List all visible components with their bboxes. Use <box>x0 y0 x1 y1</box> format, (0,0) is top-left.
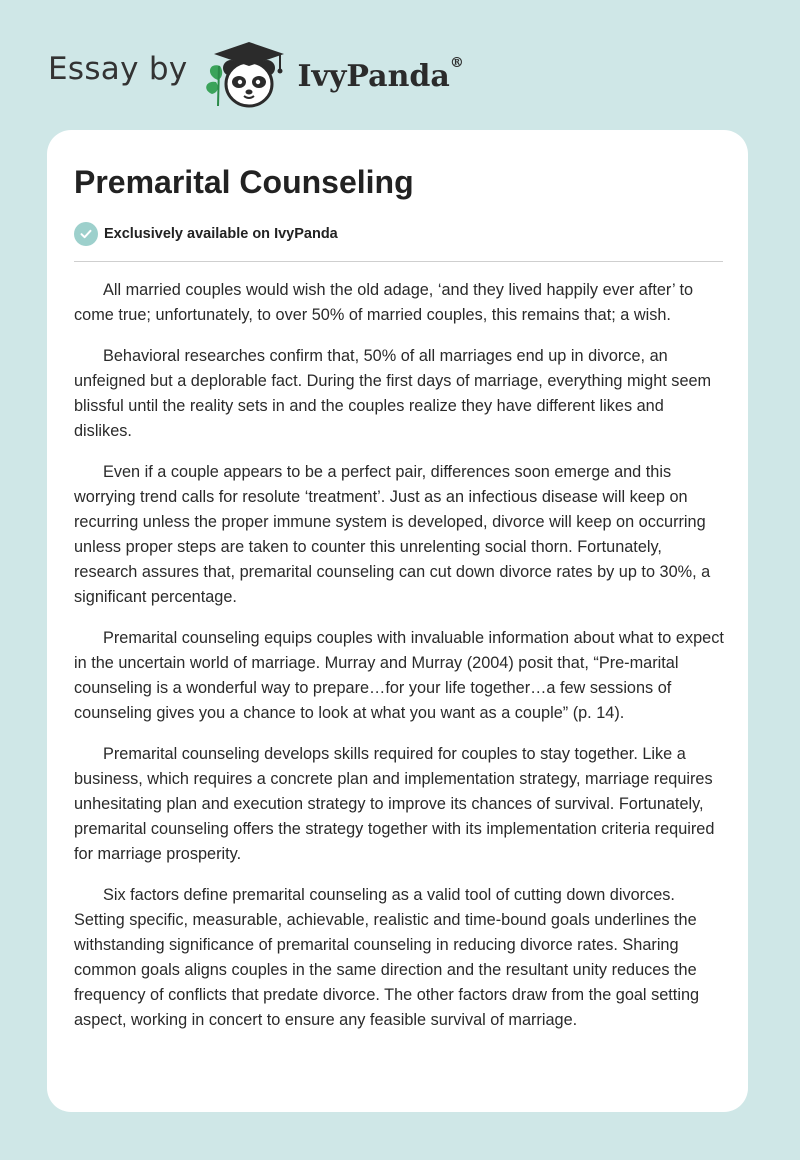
site-header <box>48 34 464 114</box>
paragraph: All married couples would wish the old adage, ‘and they lived happily ever after’ to come true; unfortunately, to over 50% of married couples, this remains that; a wish. <box>74 281 694 324</box>
registered-mark: ® <box>449 54 464 71</box>
page-title: Premarital Counseling <box>74 164 414 200</box>
panda-graduate-icon[interactable] <box>204 36 294 112</box>
essay-card <box>47 130 748 1112</box>
check-icon <box>74 222 98 246</box>
essay-body <box>74 278 726 1049</box>
exclusive-label: Exclusively available on IvyPanda <box>104 226 338 242</box>
brand-name[interactable]: IvyPanda® <box>297 54 464 94</box>
paragraph: Premarital counseling develops skills required for couples to stay together. Like a business, which requires a concrete plan and implementation strategy, marriage requires unhesitating plan and execution strategy to improve its chances of survival. Fortunately, premarital counseling offers the strategy together with its implementation criteria required for marriage prosperity. <box>74 745 715 863</box>
paragraph: Six factors define premarital counseling as a valid tool of cutting down divorces. Setting specific, measurable, achievable, realistic and time-bound goals underlines the withstanding significance of premarital counseling in reducing divorce rates. Sharing common goals aligns couples in the same direction and the resultant unity reduces the frequency of conflicts that predate divorce. The other factors draw from the goal setting aspect, working in concert to ensure any feasible survival of marriage. <box>74 886 700 1029</box>
paragraph: Premarital counseling equips couples with invaluable information about what to expect in the uncertain world of marriage. Murray and Murray (2004) posit that, “Pre-marital counseling is a wonderful way to prepare…for your life together…a few sessions of counseling gives you a chance to look at what you want as a couple” (p. 14). <box>74 629 724 722</box>
exclusive-badge <box>74 222 338 246</box>
essay-by-label: Essay by <box>48 51 188 87</box>
divider <box>74 261 723 262</box>
paragraph: Behavioral researches confirm that, 50% of all marriages end up in divorce, an unfeigned but a deplorable fact. During the first days of marriage, everything might seem blissful until the reality sets in and the couples realize they have different likes and dislikes. <box>74 347 712 440</box>
paragraph: Even if a couple appears to be a perfect pair, differences soon emerge and this worrying trend calls for resolute ‘treatment’. Just as an infectious disease will keep on recurring unless the proper immune system is developed, divorce will keep on occurring unless proper steps are taken to counter this unrelenting social thorn. Fortunately, research assures that, premarital counseling can cut down divorce rates by up to 30%, a significant percentage. <box>74 463 711 606</box>
